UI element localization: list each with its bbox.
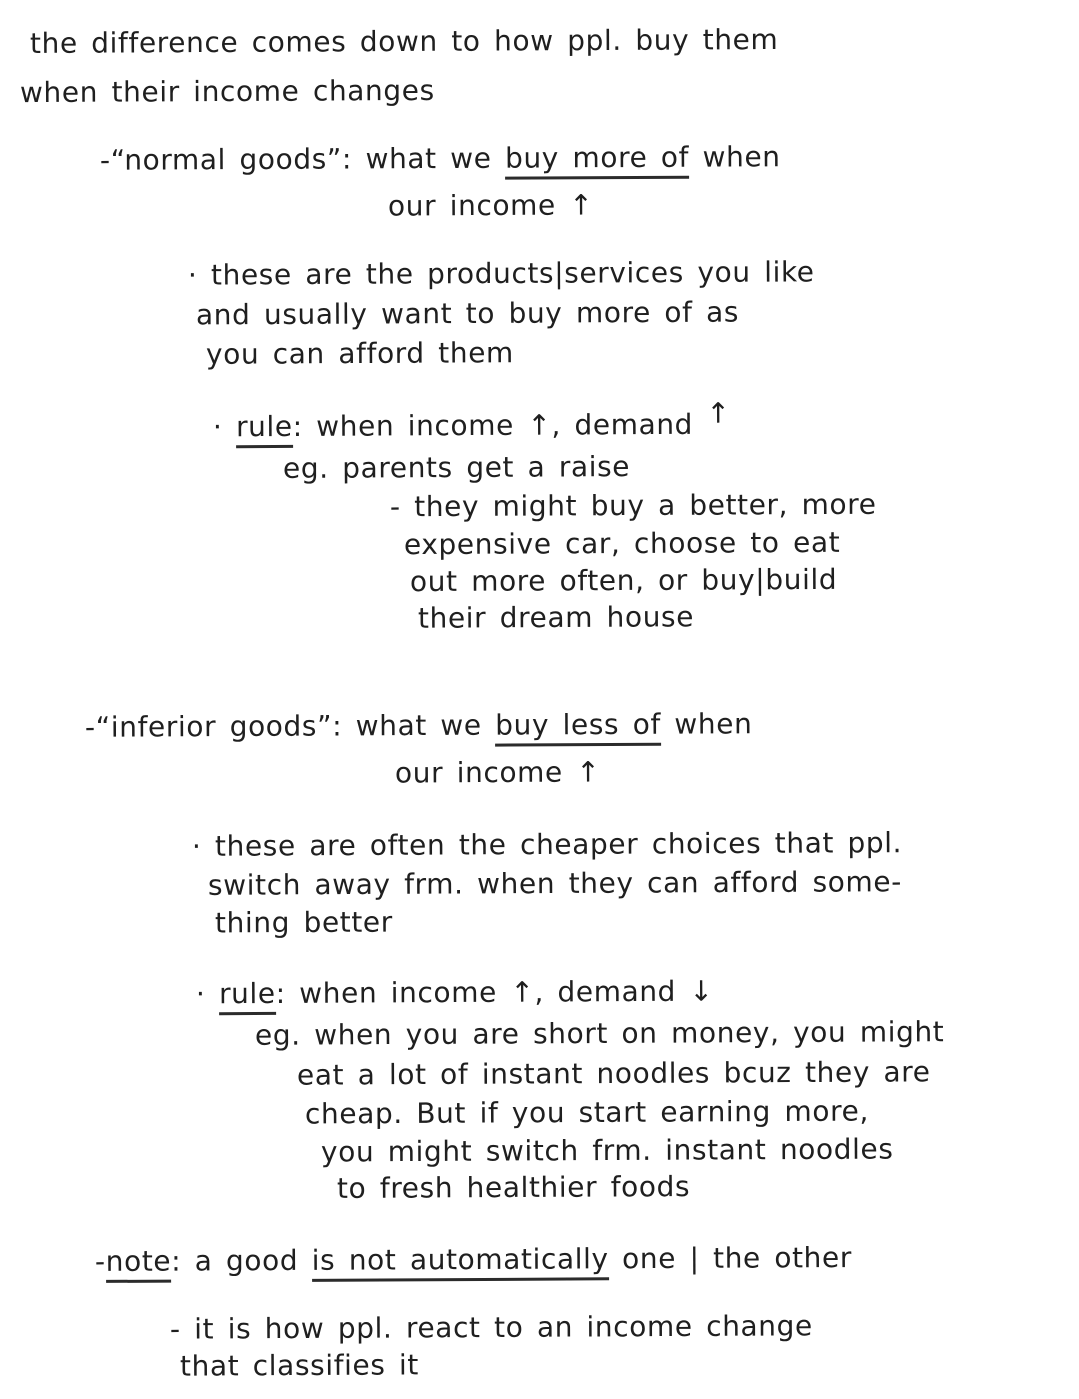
- inferior-goods-example-2: eat a lot of instant noodles bcuz they are: [296, 1055, 931, 1092]
- normal-goods-rule: [212, 396, 731, 444]
- note-line-2: - it is how ppl. react to an income change: [169, 1309, 813, 1346]
- inferior-goods-rule: [196, 976, 714, 1011]
- inferior-goods-example-3: cheap. But if you start earning more,: [304, 1094, 870, 1131]
- up-arrow-icon: ↑: [706, 396, 731, 430]
- inferior-goods-rule-text: : when income ↑, demand: [275, 974, 690, 1010]
- normal-goods-rule-text: : when income ↑, demand: [292, 407, 707, 443]
- intro-line-2: when their income changes: [19, 73, 435, 110]
- down-arrow-icon: ↓: [689, 974, 714, 1008]
- note-underlined: is not automatically: [312, 1242, 609, 1282]
- inferior-goods-heading: [85, 708, 753, 744]
- note-line-3: that classifies it: [179, 1348, 420, 1383]
- inferior-goods-subheading: our income ↑: [394, 755, 601, 790]
- inferior-goods-example-4: you might switch frm. instant noodles: [320, 1132, 894, 1169]
- normal-goods-heading-post: when: [688, 140, 781, 174]
- normal-goods-example-3: expensive car, choose to eat: [403, 525, 841, 562]
- normal-goods-example-4: out more often, or buy|build: [409, 562, 838, 599]
- inferior-goods-heading-pre: -“inferior goods”: what we: [84, 708, 496, 744]
- intro-line-1: the difference comes down to how ppl. buy them: [29, 23, 779, 60]
- inferior-goods-desc-3: thing better: [214, 905, 393, 940]
- normal-goods-rule-label: rule: [236, 410, 293, 448]
- inferior-goods-desc-1: · these are often the cheaper choices that ppl.: [191, 826, 903, 863]
- normal-goods-subheading: our income ↑: [387, 188, 594, 223]
- note-label: note: [106, 1245, 172, 1283]
- note-line-1: [95, 1242, 852, 1278]
- normal-goods-rule-bullet: ·: [212, 410, 237, 444]
- normal-goods-example-2: - they might buy a better, more: [389, 487, 877, 524]
- inferior-goods-rule-label: rule: [219, 977, 276, 1015]
- normal-goods-desc-2: and usually want to buy more of as: [195, 295, 740, 332]
- note-mid: : a good: [171, 1243, 312, 1278]
- normal-goods-heading: [100, 141, 781, 177]
- note-post: one | the other: [608, 1241, 853, 1276]
- normal-goods-heading-pre: -“normal goods”: what we: [99, 141, 506, 177]
- normal-goods-desc-1: · these are the products|services you like: [187, 255, 815, 292]
- inferior-goods-example-1: eg. when you are short on money, you might: [254, 1015, 945, 1052]
- note-dash: -: [94, 1244, 106, 1278]
- normal-goods-desc-3: you can afford them: [205, 336, 514, 371]
- inferior-goods-rule-bullet: ·: [195, 977, 220, 1011]
- inferior-goods-desc-2: switch away frm. when they can afford some-: [207, 865, 902, 902]
- inferior-goods-example-5: to fresh healthier foods: [336, 1170, 691, 1205]
- inferior-goods-heading-post: when: [660, 707, 753, 741]
- inferior-goods-heading-underlined: buy less of: [495, 708, 661, 747]
- normal-goods-heading-underlined: buy more of: [505, 141, 689, 180]
- normal-goods-example-5: their dream house: [417, 600, 695, 635]
- normal-goods-example-1: eg. parents get a raise: [282, 450, 631, 485]
